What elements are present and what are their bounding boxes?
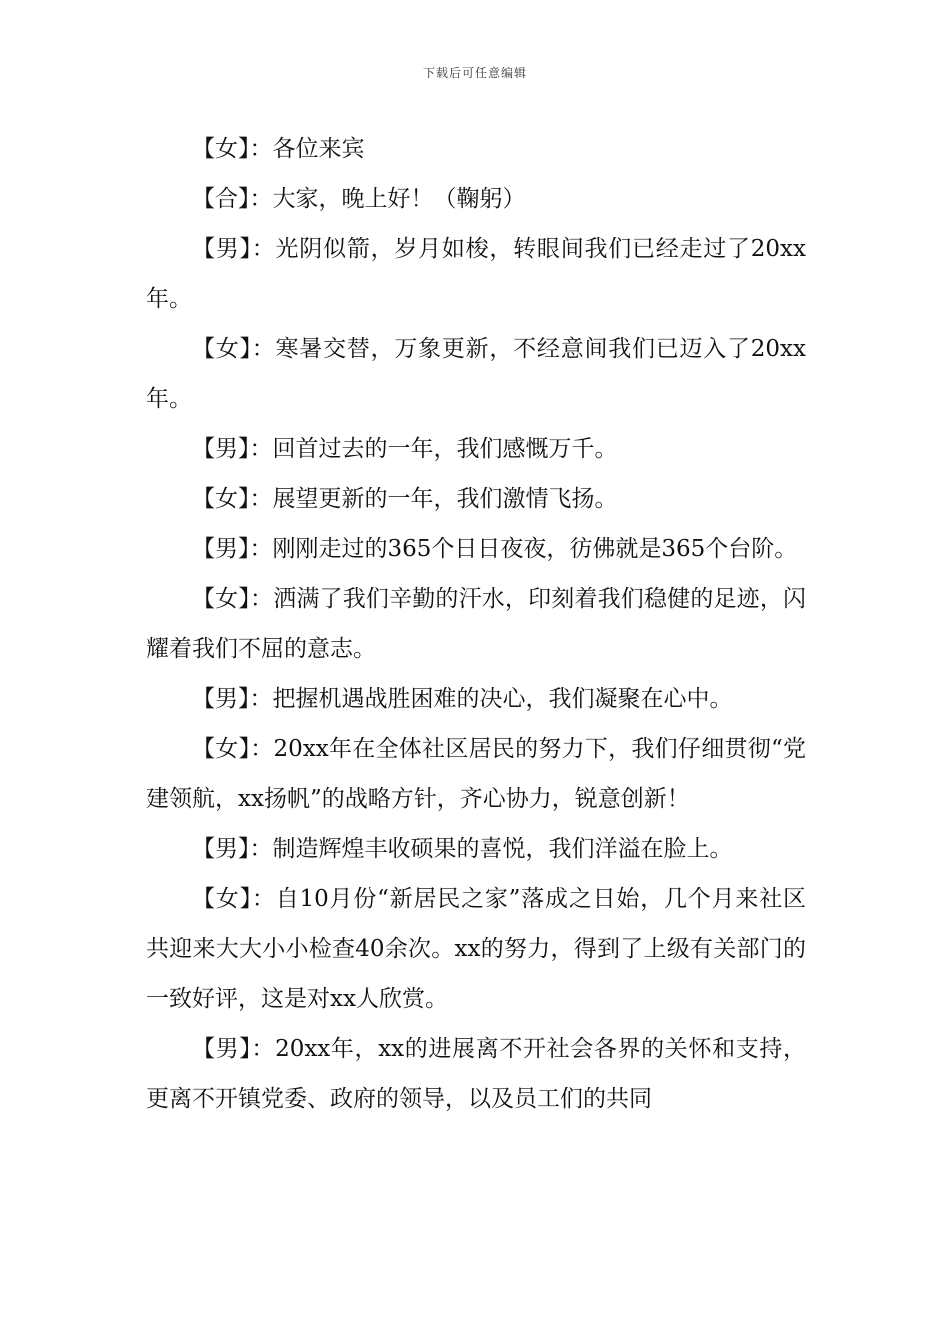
dialogue-line	[146, 724, 806, 824]
dialogue-text: 20xx年，xx的进展离不开社会各界的关怀和支持，更离不开镇党委、政府的领导，以及员工们的共同	[146, 1036, 807, 1112]
dialogue-text: 自10月份“新居民之家”落成之日始，几个月来社区共迎来大大小小检查40余次。xx的努力，得到了上级有关部门的一致好评，这是对xx人欣赏。	[146, 886, 806, 1012]
dialogue-text: 寒暑交替，万象更新，不经意间我们已迈入了20xx年。	[146, 336, 806, 412]
speaker-label: 【女】：	[192, 886, 276, 912]
dialogue-text: 刚刚走过的365个日日夜夜，彷佛就是365个台阶。	[272, 536, 798, 562]
dialogue-line	[146, 424, 806, 474]
dialogue-line	[146, 574, 806, 674]
speaker-label: 【女】：	[192, 136, 273, 162]
dialogue-text: 把握机遇战胜困难的决心，我们凝聚在心中。	[272, 686, 733, 712]
speaker-label: 【男】：	[192, 436, 273, 462]
document-body	[146, 124, 806, 1124]
dialogue-text: 光阴似箭，岁月如梭，转眼间我们已经走过了20xx年。	[146, 236, 806, 312]
dialogue-text: 20xx年在全体社区居民的努力下，我们仔细贯彻“党建领航，xx扬帆”的战略方针，齐心协力，锐意创新！	[146, 736, 807, 812]
dialogue-line	[146, 1024, 806, 1124]
page-header-note: 下载后可任意编辑	[422, 66, 527, 80]
speaker-label: 【男】：	[192, 236, 276, 262]
speaker-label: 【男】：	[192, 1036, 276, 1062]
dialogue-line	[146, 674, 806, 724]
dialogue-line	[146, 874, 806, 1024]
dialogue-line	[146, 124, 806, 174]
dialogue-text: 各位来宾	[272, 136, 365, 162]
dialogue-text: 回首过去的一年，我们感慨万千。	[272, 436, 618, 462]
speaker-label: 【男】：	[192, 686, 273, 712]
dialogue-text: 制造辉煌丰收硕果的喜悦，我们洋溢在脸上。	[272, 836, 733, 862]
dialogue-text: 洒满了我们辛勤的汗水，印刻着我们稳健的足迹，闪耀着我们不屈的意志。	[146, 586, 807, 662]
dialogue-line	[146, 824, 806, 874]
dialogue-text: 展望更新的一年，我们激情飞扬。	[272, 486, 618, 512]
dialogue-line	[146, 324, 806, 424]
speaker-label: 【男】：	[192, 836, 273, 862]
dialogue-line	[146, 224, 806, 324]
speaker-label: 【合】：	[192, 186, 273, 212]
dialogue-line	[146, 174, 806, 224]
dialogue-line	[146, 524, 806, 574]
dialogue-text: 大家，晚上好！（鞠躬）	[272, 186, 526, 212]
dialogue-line	[146, 474, 806, 524]
speaker-label: 【女】：	[192, 586, 274, 612]
speaker-label: 【女】：	[192, 486, 273, 512]
speaker-label: 【女】：	[192, 736, 274, 762]
speaker-label: 【女】：	[192, 336, 276, 362]
speaker-label: 【男】：	[192, 536, 273, 562]
